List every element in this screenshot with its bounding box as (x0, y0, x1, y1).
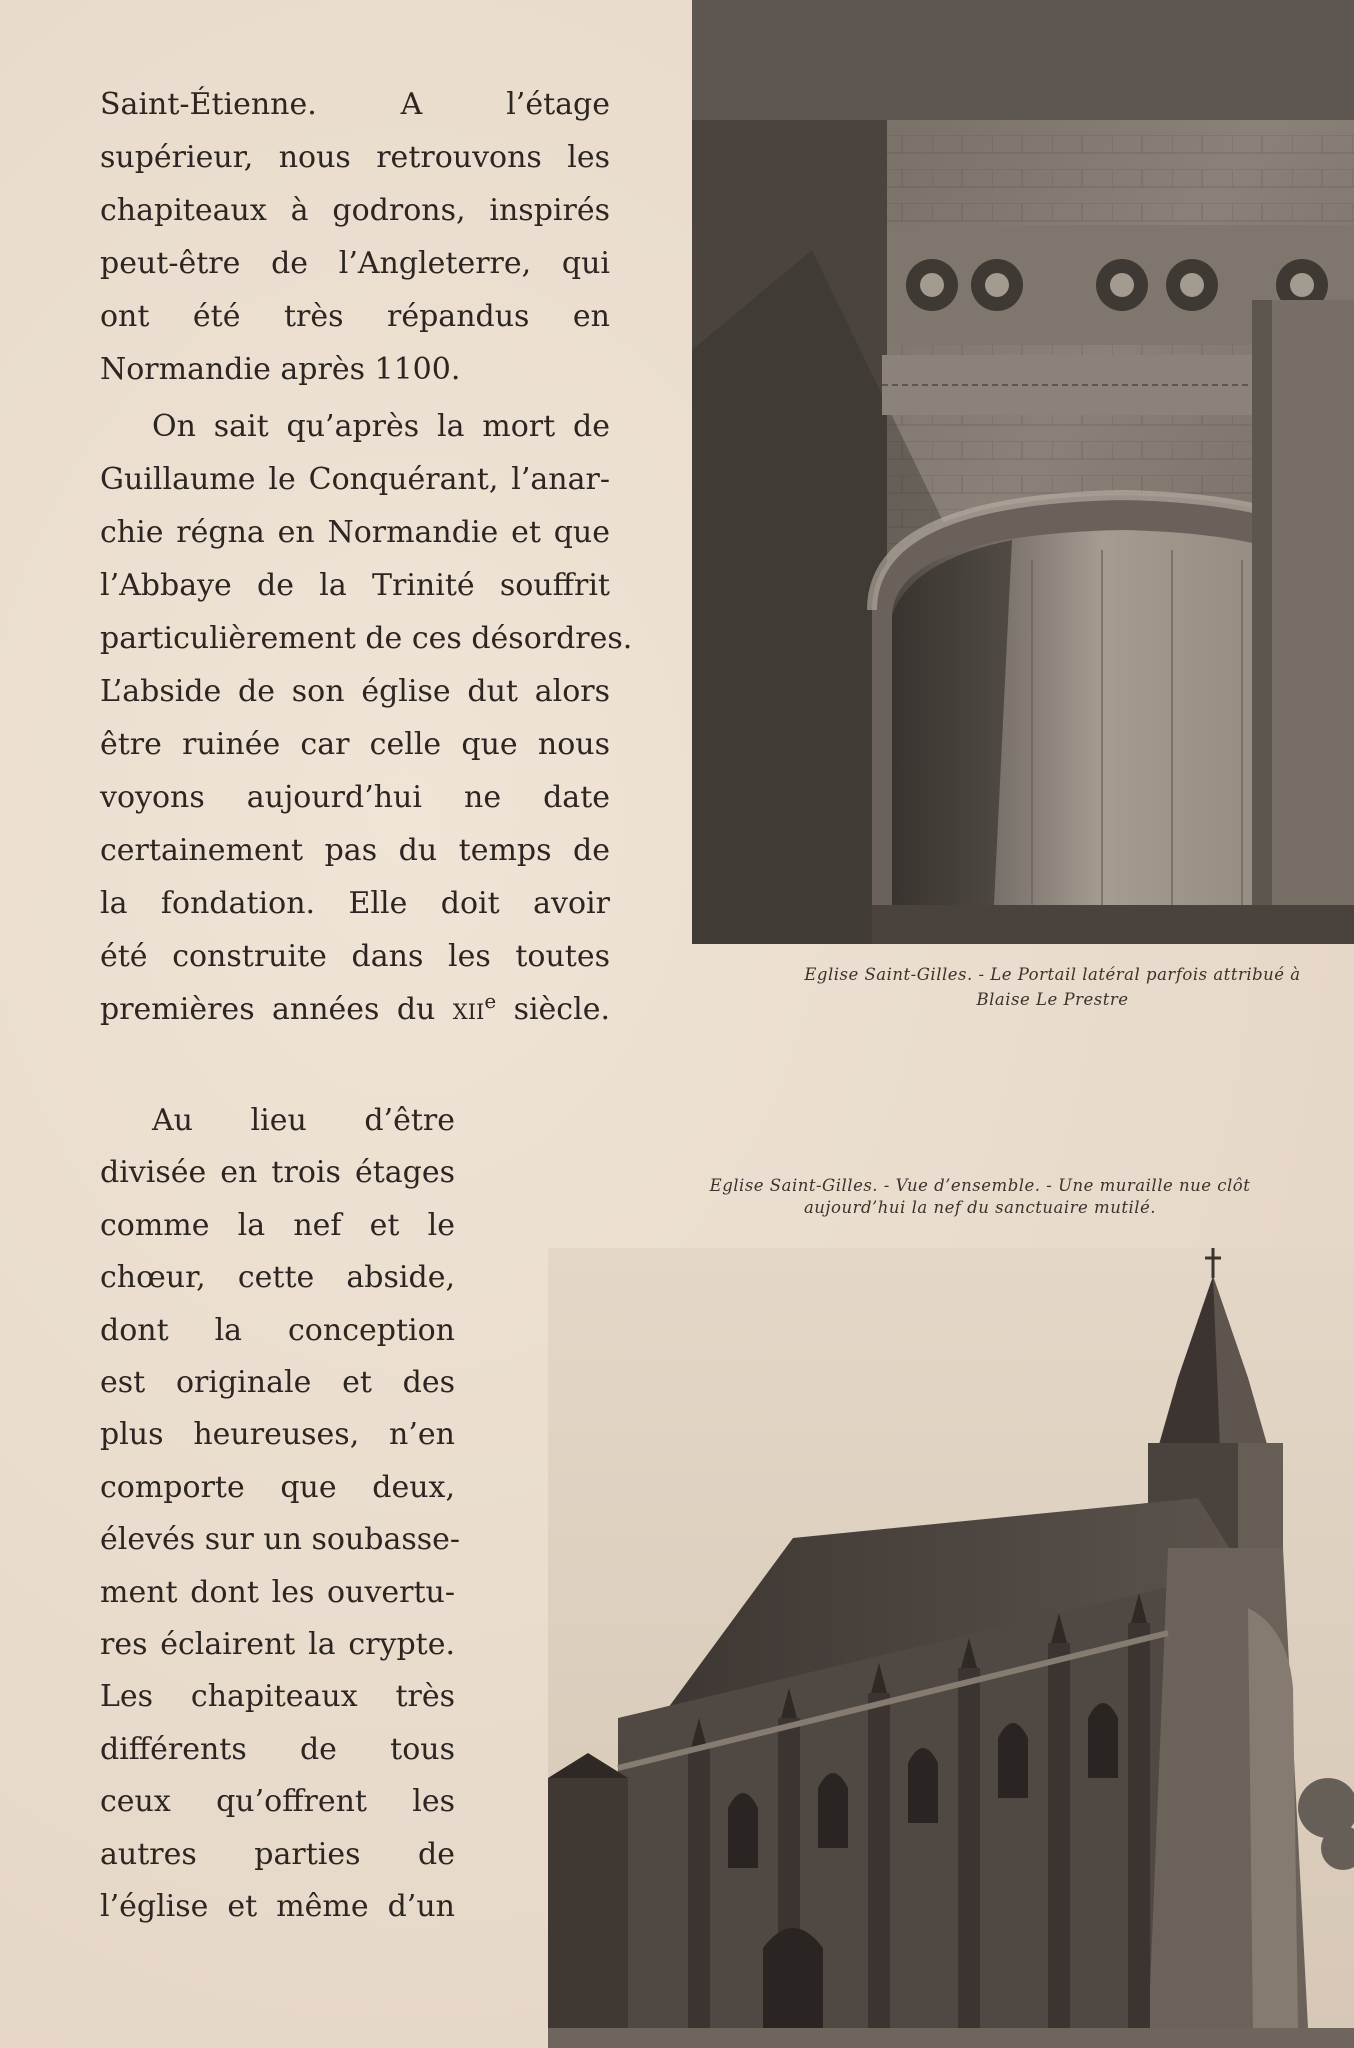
text-line: été construite dans les toutes (100, 939, 610, 974)
caption-line: Blaise Le Prestre (976, 990, 1129, 1009)
text-line: voyons aujourd’hui ne date (100, 780, 610, 815)
text-line: ment dont les ouvertu- (100, 1574, 455, 1610)
text-line: Guillaume le Conquérant, l’anar- (100, 462, 610, 497)
superscript: e (484, 989, 497, 1013)
text-line: particulièrement de ces désordres. (100, 621, 633, 656)
text-line: chie régna en Normandie et que (100, 515, 610, 550)
church-caption (660, 1175, 1300, 1219)
text-line: ont été très répandus en (100, 299, 610, 334)
portal-caption (775, 962, 1330, 1012)
paragraph-2 (100, 400, 633, 1036)
text-line: l’Abbaye de la Trinité souffrit (100, 568, 610, 603)
portal-photo (692, 0, 1354, 944)
text-line: Normandie après 1100. (100, 352, 461, 387)
text-line: res éclairent la crypte. (100, 1627, 455, 1663)
text-fragment: siècle. (496, 992, 610, 1027)
text-line: élevés sur un soubasse- (100, 1522, 461, 1558)
portal-photo-illustration (692, 0, 1354, 944)
text-line: comporte que deux, (100, 1469, 455, 1505)
caption-line: Eglise Saint-Gilles. - Vue d’ensemble. - Une muraille nue clôt (709, 1176, 1251, 1195)
text-line: est originale et des (100, 1365, 455, 1401)
text-line: comme la nef et le (100, 1207, 455, 1243)
text-line-last (100, 983, 610, 1036)
church-photo (548, 1248, 1354, 2048)
church-photo-illustration (548, 1248, 1354, 2048)
text-line: autres parties de (100, 1836, 455, 1872)
century-numeral: xii (452, 992, 485, 1027)
text-line: la fondation. Elle doit avoir (100, 886, 610, 921)
text-line: ceux qu’offrent les (100, 1784, 455, 1820)
text-line: chœur, cette abside, (100, 1260, 455, 1296)
text-line: On sait qu’après la mort de (152, 409, 610, 444)
text-line: être ruinée car celle que nous (100, 727, 610, 762)
text-line: l’église et même d’un (100, 1889, 455, 1925)
text-line: divisée en trois étages (100, 1155, 455, 1191)
text-fragment: premières années du (100, 992, 453, 1027)
text-line: différents de tous (100, 1731, 455, 1767)
caption-line: aujourd’hui la nef du sanctuaire mutilé. (803, 1198, 1157, 1217)
caption-line: Eglise Saint-Gilles. - Le Portail latéral parfois attribué à (804, 965, 1301, 984)
text-line: L’abside de son église dut alors (100, 674, 610, 709)
paragraph-3 (100, 1095, 461, 1934)
text-line: Les chapiteaux très (100, 1679, 455, 1715)
text-line: Au lieu d’être (152, 1103, 455, 1138)
text-line: peut-être de l’Angleterre, qui (100, 246, 610, 281)
paragraph-1 (100, 78, 610, 396)
text-line: plus heureuses, n’en (100, 1417, 455, 1453)
text-line: chapiteaux à godrons, inspirés (100, 193, 610, 228)
text-line: Saint-Étienne. A l’étage (100, 87, 610, 122)
text-line: certainement pas du temps de (100, 833, 610, 868)
text-line: supérieur, nous retrouvons les (100, 140, 610, 175)
text-line: dont la conception (100, 1312, 455, 1348)
